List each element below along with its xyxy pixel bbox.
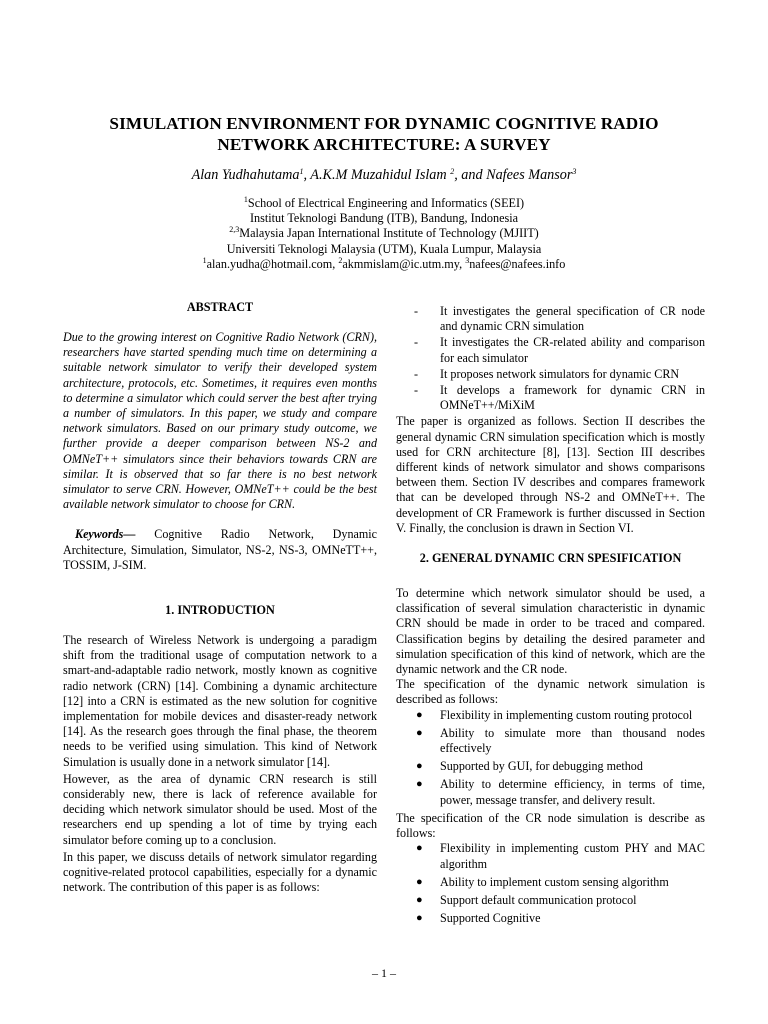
keywords-label: Keywords— xyxy=(75,527,136,542)
paper-title xyxy=(60,113,708,155)
page-number: – 1 – xyxy=(372,966,396,980)
author-1: Alan Yudhahutama xyxy=(191,167,300,183)
email-3-sup: 3 xyxy=(465,255,470,265)
list-item xyxy=(396,304,705,334)
title-line-1: SIMULATION ENVIRONMENT FOR DYNAMIC COGNITIVE RADIO xyxy=(109,114,659,133)
email-3[interactable]: nafees@nafees.info xyxy=(469,256,566,271)
list-item xyxy=(396,893,705,908)
intro-paragraph-2: However, as the area of dynamic CRN research is still considerably new, there is lack of reference available for deciding which network simulator should be used. Most of the researchers end up spending a lot of time by trying each simulator before coming up to a conclusion. xyxy=(63,771,377,847)
list-item xyxy=(396,367,705,382)
contribution-list xyxy=(396,304,705,413)
bullet-icon: ● xyxy=(416,778,423,791)
email-1[interactable]: alan.yudha@hotmail.com, xyxy=(206,256,339,271)
right-column xyxy=(396,304,705,929)
author-3-sup: 3 xyxy=(572,167,577,176)
title-line-2: NETWORK ARCHITECTURE: A SURVEY xyxy=(217,135,551,154)
list-item xyxy=(396,911,705,926)
affiliation-line-1 xyxy=(60,196,708,211)
bullet-icon: ● xyxy=(416,893,423,906)
dash-marker: - xyxy=(414,383,419,398)
list-item-text: It investigates the general specification of CR node and dynamic CRN simulation xyxy=(440,304,705,334)
intro-paragraph-1: The research of Wireless Network is undergoing a paradigm shift from the traditional usage of computation network to a smart-and-adaptable radio network, mostly known as cognitive radio network (CRN) [14]. Combining a dynamic architecture [12] into a CRN is estimated as the new solution for cognitive implementation for mobile devices and disaster-ready network [14]. As the research goes through the final phase, the theorem needs to be verified using simulation. This kind of Network Simulation is usually done in a network simulator [14]. xyxy=(63,633,377,769)
bullet-icon: ● xyxy=(416,912,423,925)
keywords xyxy=(63,527,377,573)
bullet-icon: ● xyxy=(416,875,423,888)
list-item-text: It proposes network simulators for dynamic CRN xyxy=(440,366,680,381)
list-item-text: It investigates the CR-related ability and comparison for each simulator xyxy=(440,335,705,365)
list-item-text: It develops a framework for dynamic CRN in OMNeT++/MiXiM xyxy=(440,383,705,413)
dash-marker: - xyxy=(414,304,419,318)
organization-paragraph: The paper is organized as follows. Section II describes the general dynamic CRN simulation specification which is mostly used for CRN architecture [8], [13]. Section III describes different kinds of network simulator and shows comparisons between them. Section IV describes and compares framework that can be developed through NS-2 and OMNeT++. The development of CR Framework is further discussed in Section V. Finally, the conclusion is drawn in Section VI. xyxy=(396,414,705,535)
email-line xyxy=(60,257,708,272)
affiliation-line-4: Universiti Teknologi Malaysia (UTM), Kuala Lumpur, Malaysia xyxy=(226,241,542,256)
affiliation-3-sup: 2,3 xyxy=(229,225,240,235)
email-2-sup: 2 xyxy=(338,255,343,265)
list-item xyxy=(396,726,705,756)
node-spec-list xyxy=(396,841,705,926)
dash-marker: - xyxy=(414,335,419,350)
list-item-text: Flexibility in implementing custom PHY and MAC algorithm xyxy=(440,841,705,871)
author-2-sup: 2 xyxy=(450,167,455,176)
list-item xyxy=(396,383,705,413)
left-column xyxy=(63,300,377,896)
affiliations xyxy=(60,196,708,272)
list-item-text: Support default communication protocol xyxy=(440,892,637,907)
list-item xyxy=(396,708,705,723)
list-item xyxy=(396,759,705,774)
bullet-icon: ● xyxy=(416,726,423,739)
list-item xyxy=(396,841,705,871)
bullet-icon: ● xyxy=(416,842,423,855)
author-3: , and Nafees Mansor xyxy=(454,167,573,183)
author-1-sup: 1 xyxy=(299,167,304,176)
email-2[interactable]: akmmislam@ic.utm.my, xyxy=(342,256,466,271)
author-list xyxy=(60,166,708,184)
abstract-heading: ABSTRACT xyxy=(186,300,254,314)
section-2-paragraph-2: The specification of the dynamic network simulation is described as follows: xyxy=(396,677,705,707)
bullet-icon: ● xyxy=(416,760,423,773)
list-item xyxy=(396,875,705,890)
list-item-text: Supported Cognitive xyxy=(440,911,541,926)
section-2-heading: 2. GENERAL DYNAMIC CRN SPESIFICATION xyxy=(419,551,682,566)
keywords-text: Cognitive Radio Network, Dynamic Architecture, Simulation, Simulator, NS-2, NS-3, OMNeTT++, TOSSIM, J-SIM. xyxy=(63,527,377,572)
list-item xyxy=(396,777,705,807)
dash-marker: - xyxy=(414,366,419,381)
introduction-heading: 1. INTRODUCTION xyxy=(165,603,275,618)
list-item-text: Ability to simulate more than thousand nodes effectively xyxy=(440,725,705,756)
intro-paragraph-3: In this paper, we discuss details of network simulator regarding cognitive-related protocol capabilities, especially for a dynamic network. The contribution of this paper is as follows: xyxy=(63,849,377,895)
list-item xyxy=(396,335,705,365)
author-2: , A.K.M Muzahidul Islam xyxy=(303,167,451,183)
affiliation-1-text: School of Electrical Engineering and Informatics (SEEI) xyxy=(247,196,525,210)
section-2-paragraph-1: To determine which network simulator should be used, a classification of several simulation characteristic in dynamic CRN should be made in order to be traced and compared. Classification begins by detailing the desired parameter and simulation specification of this kind of network, which are the dynamic network and the CR node. xyxy=(396,586,705,677)
list-item-text: Supported by GUI, for debugging method xyxy=(440,759,643,774)
list-item-text: Ability to determine efficiency, in terms of time, power, message transfer, and delivery result. xyxy=(440,777,705,807)
affiliation-line-2: Institut Teknologi Bandung (ITB), Bandung, Indonesia xyxy=(249,211,519,226)
network-spec-list xyxy=(396,708,705,808)
affiliation-1-sup: 1 xyxy=(243,195,248,204)
section-2-paragraph-3: The specification of the CR node simulation is describe as follows: xyxy=(396,810,705,841)
bullet-icon: ● xyxy=(416,708,423,721)
list-item-text: Flexibility in implementing custom routing protocol xyxy=(440,707,693,722)
list-item-text: Ability to implement custom sensing algorithm xyxy=(440,874,669,889)
affiliation-line-3 xyxy=(60,226,708,241)
email-1-sup: 1 xyxy=(202,255,207,265)
affiliation-3-text: Malaysia Japan International Institute of Technology (MJIIT) xyxy=(239,226,539,241)
abstract-text: Due to the growing interest on Cognitive Radio Network (CRN), researchers have started spending much time on determining a suitable network simulator to verify their developed system architecture, protocols, etc. Sometimes, it requires even months to determine a simulator which could server the best after trying a number of simulators. In this paper, we study and compare network simulators. Based on our primary study outcome, we further provide a deeper comparison between NS-2 and OMNeT++ simulators since their behaviors towards CRN are similar. It is observed that so far there is no best network simulator to serve CRN. However, OMNeT++ could be the best available network simulator to choose for CRN. xyxy=(63,330,377,512)
